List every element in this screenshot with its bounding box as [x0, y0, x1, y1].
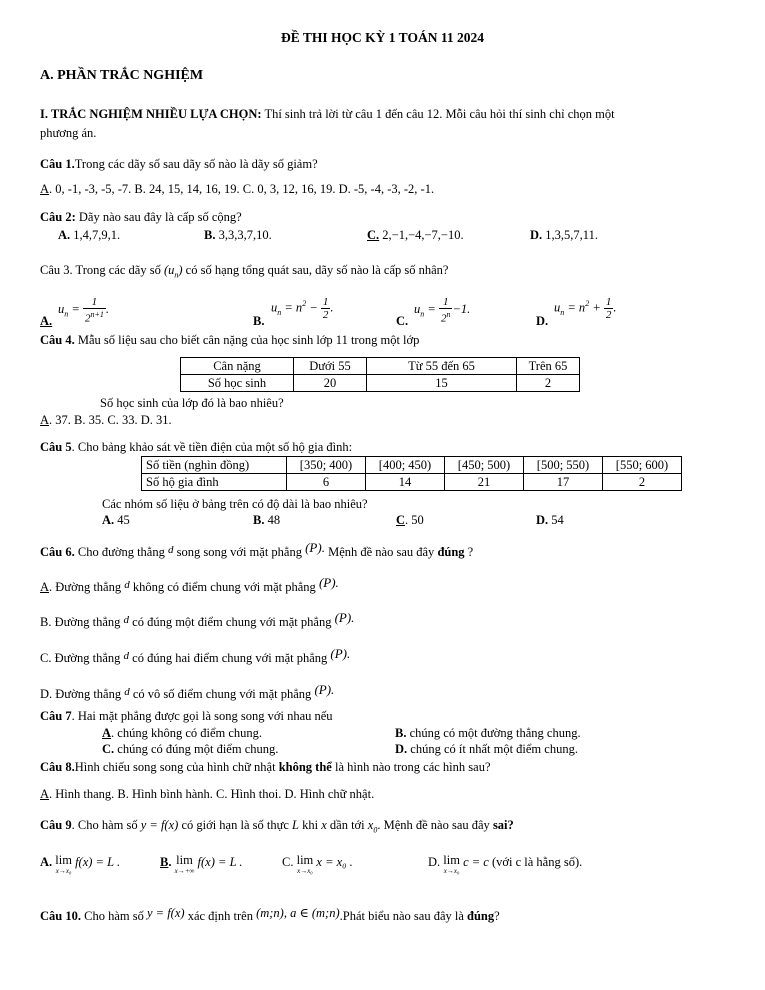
q9-option-a: [40, 855, 120, 877]
part1-instructions: [40, 107, 615, 122]
q9-label: Câu 9: [40, 818, 72, 832]
q9-c-label: C.: [282, 855, 294, 869]
q9-c-lim-sub: x→x₀: [297, 867, 313, 875]
q9-d-label: D.: [428, 855, 441, 869]
part1-heading: I. TRẮC NGHIỆM NHIỀU LỰA CHỌN:: [40, 107, 262, 121]
q6-b-var-p: (P).: [334, 610, 355, 625]
q6-d-var-d: d: [124, 686, 130, 698]
q6-var-d: d: [167, 544, 174, 556]
q8-options: [40, 787, 374, 802]
q9-b-lim-sub: x→+∞: [174, 867, 195, 875]
q9-c-lim: [297, 855, 314, 877]
table-cell: Trên 65: [517, 358, 580, 375]
q10-label: Câu 10.: [40, 909, 81, 923]
q10-text3: .Phát biểu nào sau đây là: [339, 909, 464, 923]
q6-c-post: có đúng hai điểm chung với mặt phẳng: [132, 651, 328, 665]
q6-b-var-d: d: [123, 614, 130, 626]
q2-a-label: A.: [58, 228, 71, 242]
q3-a-label: A.: [40, 314, 53, 328]
table-row: [181, 358, 580, 375]
q3-a-lhs: u: [58, 302, 65, 317]
q1-label: Câu 1.: [40, 157, 75, 171]
q5-option-b: [253, 513, 280, 528]
q5-option-d: [536, 513, 564, 528]
q9-option-d: [428, 855, 582, 877]
q9-a-label: A.: [40, 855, 53, 869]
q3-c-lhs: u: [414, 302, 421, 317]
q2-d-label: D.: [530, 228, 543, 242]
q9-bold: sai?: [492, 818, 514, 832]
q3-b-formula: $u_n = n^2$ − $\frac{1}{2}$ .: [271, 296, 334, 321]
q2-option-a: [58, 228, 120, 243]
q9-a-lim-sub: x→x₀: [55, 867, 72, 875]
q3-b-den: 2: [322, 309, 329, 321]
question-5: [40, 440, 352, 455]
q9-L: L: [292, 818, 299, 832]
q2-c-label: C.: [367, 228, 380, 242]
q9-x0-base: x: [367, 818, 374, 832]
q3-a-fraction: [83, 296, 106, 325]
table-row: [142, 474, 682, 491]
question-10: [40, 905, 500, 924]
q6-c-var-p: (P).: [330, 646, 351, 661]
q5-c-text: . 50: [405, 513, 424, 527]
q3-c-fraction: [439, 296, 453, 325]
table-cell: Từ 55 đến 65: [367, 358, 517, 375]
q3-d-num: 1: [605, 296, 612, 308]
q6-text: Cho đường thẳng: [74, 545, 165, 559]
q3-a-num: 1: [83, 296, 106, 309]
q9-b-lim-word: lim: [176, 853, 193, 867]
q3-sequence: $(u_n)$: [163, 263, 183, 280]
q3-c-den-sup: n: [446, 310, 451, 319]
q3-d-plus: +: [589, 300, 601, 315]
q5-option-c: [396, 513, 424, 528]
q7-label: Câu 7: [40, 709, 72, 723]
q9-d-expr: c = c: [463, 855, 489, 869]
q3-a-den-sup: n+1: [90, 310, 104, 319]
q6-a-var-p: (P).: [318, 575, 339, 590]
q2-c-text: 2,−1,−4,−7,−10.: [382, 228, 464, 242]
q9-x0: $x_0$: [367, 818, 378, 835]
q3-seq-sub: n: [174, 270, 179, 280]
q6-text3: Mệnh đề nào sau đây: [328, 545, 435, 559]
table-cell: 21: [445, 474, 524, 491]
q3-d-den: 2: [605, 309, 612, 321]
q3-a-den: [83, 309, 106, 325]
q6-a-post: không có điểm chung với mặt phẳng: [132, 580, 316, 594]
table-cell: 17: [524, 474, 603, 491]
q10-end: ?: [494, 909, 500, 923]
q5-label: Câu 5: [40, 440, 72, 454]
table-cell: [350; 400): [287, 457, 366, 474]
table-cell: [450; 500): [445, 457, 524, 474]
q9-d-lim-word: lim: [443, 853, 460, 867]
q3-seq: (u: [163, 263, 175, 277]
q7-c-label: C.: [102, 742, 115, 756]
q6-option-d: [40, 682, 334, 702]
q1-text: Trong các dãy số sau dãy số nào là dãy số giảm?: [74, 157, 318, 171]
q8-bold: không thể: [278, 760, 332, 774]
table-cell: Số tiền (nghìn đồng): [142, 457, 287, 474]
q5-b-text: 48: [267, 513, 281, 527]
q9-a-lim-word: lim: [55, 853, 72, 867]
q9-text5: . Mệnh đề nào sau đây: [377, 818, 490, 832]
q4-answer-key: A: [40, 413, 50, 427]
q5-table: [141, 456, 682, 491]
q4-question: Số học sinh của lớp đó là bao nhiêu?: [100, 396, 284, 410]
q2-d-text: 1,3,5,7,11.: [545, 228, 598, 242]
q4-label: Câu 4.: [40, 333, 75, 347]
q7-text: . Hai mặt phẳng được gọi là song song với nhau nếu: [71, 709, 333, 723]
q9-option-c: [282, 855, 353, 877]
q8-text: Hình chiếu song song của hình chữ nhật: [74, 760, 276, 774]
q3-c-num: 1: [439, 296, 453, 309]
q10-domain: (m;n), a ∈ (m;n): [256, 906, 340, 920]
q5-option-a: [102, 513, 130, 528]
q7-option-b: [395, 726, 581, 741]
table-cell: Cân nặng: [181, 358, 294, 375]
q6-b-pre: B. Đường thẳng: [40, 615, 121, 629]
q9-text: . Cho hàm số: [71, 818, 138, 832]
question-8: [40, 760, 491, 775]
q3-b-num: 1: [322, 296, 329, 308]
q2-text: Dãy nào sau đây là cấp số cộng?: [75, 210, 242, 224]
q3-d-label: D.: [536, 314, 549, 328]
q6-a-var-d: d: [124, 579, 130, 591]
q6-bold: đúng: [437, 545, 465, 559]
q7-b-text: chúng có một đường thẳng chung.: [406, 726, 581, 740]
q2-label: Câu 2:: [40, 210, 76, 224]
table-cell: Số hộ gia đình: [142, 474, 287, 491]
table-row: [181, 375, 580, 392]
q9-c-lim-word: lim: [296, 853, 314, 867]
q7-c-text: chúng có đúng một điểm chung.: [114, 742, 279, 756]
q6-a-key: A: [40, 580, 50, 594]
table-cell: [500; 550): [524, 457, 603, 474]
table-cell: 20: [294, 375, 367, 392]
q5-d-text: 54: [551, 513, 564, 527]
q3-d-fraction: [604, 296, 614, 321]
q9-d-note: (với c là hằng số).: [488, 855, 583, 869]
q6-a-pre: . Đường thẳng: [49, 580, 122, 594]
table-row: [142, 457, 682, 474]
q3-b-minus: −: [306, 300, 318, 315]
table-cell: Số học sinh: [181, 375, 294, 392]
q5-b-label: B.: [253, 513, 265, 527]
q3-c-formula: $u_n$ = $\frac{1}{2^n}$ −1.: [414, 296, 471, 325]
q3-c-den: [439, 309, 453, 325]
question-9: [40, 818, 514, 835]
q3-b-fraction: [321, 296, 331, 321]
q7-option-a: [102, 726, 262, 741]
q5-d-label: D.: [536, 513, 549, 527]
q3-d-pre: = n: [567, 300, 586, 315]
q8-label: Câu 8.: [40, 760, 75, 774]
q6-option-c: [40, 646, 350, 666]
q9-d-lim: [443, 855, 460, 877]
q10-text2: xác định trên: [187, 909, 253, 923]
q4-text: Mẫu số liệu sau cho biết cân nặng của học sinh lớp 11 trong một lớp: [74, 333, 420, 347]
q9-b-expr: f(x) = L .: [197, 855, 243, 869]
q6-c-pre: C. Đường thẳng: [40, 651, 121, 665]
table-cell: 2: [517, 375, 580, 392]
q3-b-pre-sup: 2: [302, 299, 307, 309]
q9-text3: khi: [302, 818, 319, 832]
q3-d-formula: $u_n = n^2$ + $\frac{1}{2}$ .: [554, 296, 617, 321]
q7-option-d: [395, 742, 578, 757]
table-cell: 15: [367, 375, 517, 392]
q9-option-b: [160, 855, 243, 877]
q9-b-lim: [175, 855, 195, 877]
table-cell: 6: [287, 474, 366, 491]
q10-bold: đúng: [467, 909, 495, 923]
q7-a-text: . chúng không có điểm chung.: [111, 726, 263, 740]
table-cell: Dưới 55: [294, 358, 367, 375]
q5-a-label: A.: [102, 513, 115, 527]
q3-a-den-base: 2: [84, 312, 91, 325]
table-cell: 14: [366, 474, 445, 491]
question-2: [40, 210, 242, 225]
q3-b-label: B.: [253, 314, 265, 328]
part1-text-cont: phương án.: [40, 126, 97, 140]
q3-d-lhs: u: [554, 300, 561, 315]
q3-a-formula: $u_n$ = $\frac{1}{2^{n+1}}$ .: [58, 296, 109, 325]
q5-a-text: 45: [117, 513, 130, 527]
q3-b-lhs: u: [271, 300, 278, 315]
q5-c-label: C: [396, 513, 406, 527]
q2-a-text: 1,4,7,9,1.: [73, 228, 121, 242]
q7-b-label: B.: [395, 726, 407, 740]
q10-fx: y = f(x): [146, 906, 185, 920]
q3-c-den-base: 2: [440, 312, 447, 325]
table-cell: [550; 600): [603, 457, 682, 474]
q3-c-label: C.: [396, 314, 409, 328]
question-7: [40, 709, 333, 724]
q1-answer-key: A: [40, 182, 50, 196]
q2-option-d: [530, 228, 598, 243]
q1-options: [40, 182, 434, 197]
q6-text2: song song với mặt phẳng: [176, 545, 302, 559]
q9-d-lim-sub: x→x₀: [443, 867, 460, 875]
q4-table: [180, 357, 580, 392]
q4-options: [40, 413, 172, 428]
table-cell: [400; 450): [366, 457, 445, 474]
q7-d-text: chúng có ít nhất một điểm chung.: [407, 742, 578, 756]
question-3: [40, 263, 448, 280]
section-heading: A. PHẦN TRẮC NGHIỆM: [40, 68, 204, 83]
q8-options-text: . Hình thang. B. Hình bình hành. C. Hình thoi. D. Hình chữ nhật.: [49, 787, 375, 801]
q9-b-dot: .: [168, 855, 172, 869]
q2-b-label: B.: [204, 228, 216, 242]
table-cell: 2: [603, 474, 682, 491]
q3-text-end: có số hạng tổng quát sau, dãy số nào là cấp số nhân?: [185, 263, 449, 277]
q6-c-var-d: d: [123, 650, 130, 662]
q9-text4: dần tới: [329, 818, 365, 832]
q5-text: . Cho bảng khảo sát về tiền điện của một số hộ gia đình:: [71, 440, 353, 454]
page-title: ĐỀ THI HỌC KỲ 1 TOÁN 11 2024: [281, 30, 484, 45]
q8-text2: là hình nào trong các hình sau?: [331, 760, 491, 774]
q3-c-post: −1: [452, 302, 468, 317]
q7-option-c: [102, 742, 278, 757]
q9-a-lim: [55, 855, 72, 877]
q9-b-label: B: [160, 855, 169, 869]
q6-b-post: có đúng một điểm chung với mặt phẳng: [132, 615, 332, 629]
q6-option-a: [40, 575, 339, 595]
q10-text: Cho hàm số: [80, 909, 144, 923]
q3-text: Câu 3. Trong các dãy số: [40, 263, 161, 277]
q8-answer-key: A: [40, 787, 50, 801]
q5-question: Các nhóm số liệu ở bảng trên có độ dài là bao nhiêu?: [102, 497, 368, 511]
q2-option-c: [367, 228, 464, 243]
q4-options-text: . 37. B. 35. C. 33. D. 31.: [49, 413, 172, 427]
q7-a-label: A: [102, 726, 112, 740]
q9-x: x: [321, 818, 327, 832]
q3-b-pre: = n: [284, 300, 303, 315]
part1-text: Thí sinh trả lời từ câu 1 đến câu 12. Mỗi câu hỏi thí sinh chỉ chọn một: [261, 107, 615, 121]
question-6: [40, 540, 473, 560]
q6-var-p: (P).: [305, 540, 325, 555]
q9-text2: có giới hạn là số thực: [181, 818, 289, 832]
q3-d-pre-sup: 2: [585, 299, 590, 309]
q9-fx: y = f(x): [140, 818, 179, 832]
question-4: [40, 333, 419, 348]
q7-d-label: D.: [395, 742, 408, 756]
q6-d-pre: D. Đường thẳng: [40, 687, 122, 701]
q6-end: ?: [464, 545, 474, 559]
q6-d-var-p: (P).: [314, 682, 335, 697]
q2-option-b: [204, 228, 272, 243]
q6-option-b: [40, 610, 354, 630]
q1-options-text: . 0, -1, -3, -5, -7. B. 24, 15, 14, 16, 19. C. 0, 3, 12, 16, 19. D. -5, -4, -3, -2, -1.: [49, 182, 435, 196]
q9-a-expr: f(x) = L .: [75, 855, 121, 869]
q6-d-post: có vô số điểm chung với mặt phẳng: [132, 687, 312, 701]
q2-b-text: 3,3,3,7,10.: [218, 228, 272, 242]
q9-c-expr: x = x₀ .: [316, 855, 353, 869]
question-1: [40, 157, 318, 172]
q6-label: Câu 6.: [40, 545, 75, 559]
